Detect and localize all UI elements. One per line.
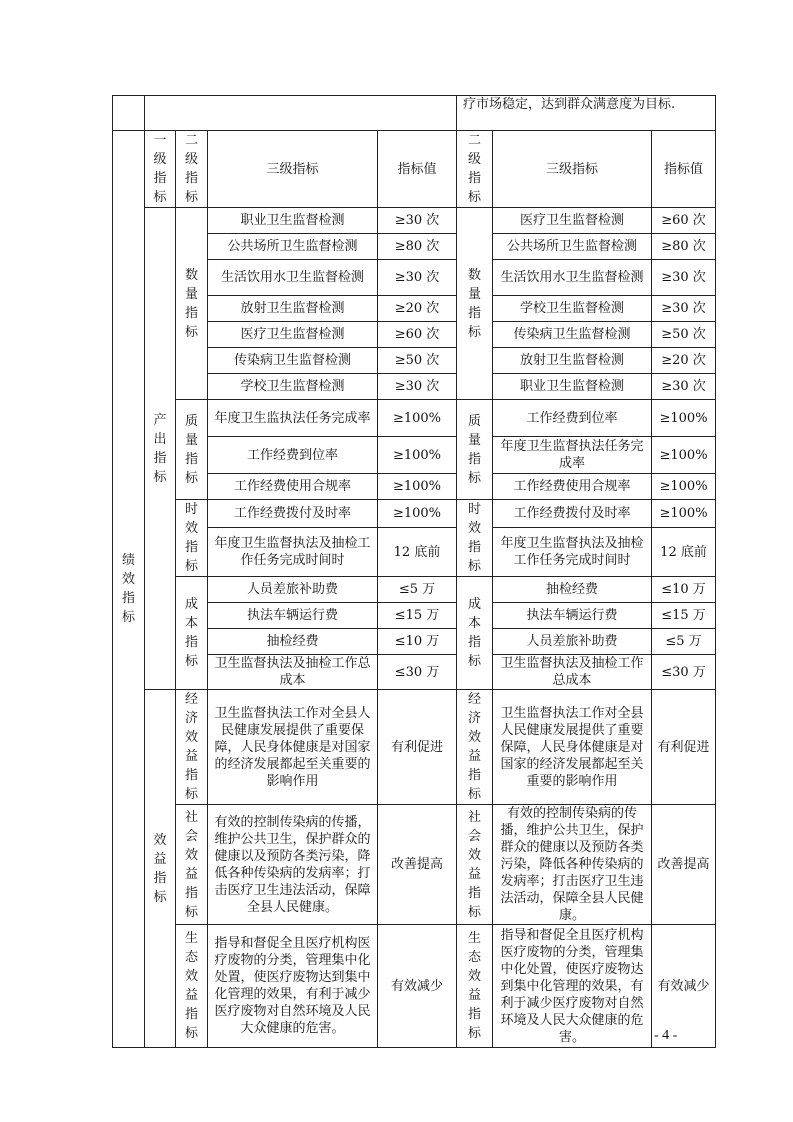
indicator-value-left: ≥100%: [378, 437, 457, 474]
quantity-group-left: 数 量 指 标: [176, 208, 208, 400]
ecological-group-left: 生 态 效 益 指 标: [176, 925, 208, 1048]
header-value-left: 指标值: [378, 131, 457, 208]
timeliness-group-right: 时 效 指 标: [457, 500, 493, 577]
indicator-value-left: ≥50 次: [378, 348, 457, 374]
indicator-name-right: 人员差旅补助费: [493, 629, 652, 655]
header-level3-right: 三级指标: [493, 131, 652, 208]
social-group-left: 社 会 效 益 指 标: [176, 805, 208, 925]
benefit-text-right: 有效的控制传染病的传播，维护公共卫生，保护群众的健康以及预防各类污染，降低各种传染病的发病率；打击医疗卫生违法活动，保障全县人民健康。: [493, 805, 652, 925]
indicator-value-left: ≥100%: [378, 474, 457, 500]
indicator-name-left: 抽检经费: [208, 629, 378, 655]
indicator-name-right: 学校卫生监督检测: [493, 296, 652, 322]
indicator-name-left: 生活饮用水卫生监督检测: [208, 260, 378, 296]
header-level2-left: 二 级 指 标: [176, 131, 208, 208]
social-row: [113, 805, 716, 925]
header-row: [113, 131, 716, 208]
quantity-row: [113, 208, 716, 234]
indicator-name-right: 年度卫生监督执法及抽检工作任务完成时间时: [493, 528, 652, 577]
indicator-value-right: ≥80 次: [652, 234, 716, 260]
indicator-name-left: 公共场所卫生监督检测: [208, 234, 378, 260]
header-level1: 一 级 指 标: [145, 131, 176, 208]
indicator-value-left: ≤10 万: [378, 629, 457, 655]
timeliness-row: [113, 500, 716, 528]
indicator-name-right: 放射卫生监督检测: [493, 348, 652, 374]
indicator-name-left: 卫生监督执法及抽检工作总成本: [208, 655, 378, 690]
indicator-name-left: 医疗卫生监督检测: [208, 322, 378, 348]
benefit-indicator-label: 效 益 指 标: [145, 690, 176, 1048]
economic-row: [113, 690, 716, 805]
cost-group-right: 成 本 指 标: [457, 577, 493, 690]
indicator-name-left: 年度卫生监督执法及抽检工作任务完成时间时: [208, 528, 378, 577]
indicator-name-left: 年度卫生监执法任务完成率: [208, 400, 378, 437]
indicator-value-right: 12 底前: [652, 528, 716, 577]
indicator-name-right: 工作经费到位率: [493, 400, 652, 437]
economic-group-right: 经 济 效 益 指 标: [457, 690, 493, 805]
timeliness-group-left: 时 效 指 标: [176, 500, 208, 577]
cost-row: [113, 577, 716, 603]
performance-table: [112, 95, 716, 1048]
quantity-group-right: 数 量 指 标: [457, 208, 493, 400]
indicator-name-left: 职业卫生监督检测: [208, 208, 378, 234]
indicator-value-right: ≤30 万: [652, 655, 716, 690]
indicator-value-left: ≥80 次: [378, 234, 457, 260]
blank-cell: [145, 96, 457, 131]
benefit-value-right: 改善提高: [652, 805, 716, 925]
indicator-value-left: ≥20 次: [378, 296, 457, 322]
benefit-value-right: 有效减少: [652, 925, 716, 1048]
indicator-value-left: 12 底前: [378, 528, 457, 577]
quality-group-right: 质 量 指 标: [457, 400, 493, 500]
benefit-text-left: 卫生监督执法工作对全县人民健康发展提供了重要保障，人民身体健康是对国家的经济发展都起至关重要的影响作用: [208, 690, 378, 805]
indicator-value-right: ≥100%: [652, 437, 716, 474]
indicator-value-left: ≥30 次: [378, 260, 457, 296]
indicator-name-left: 工作经费到位率: [208, 437, 378, 474]
indicator-name-right: 公共场所卫生监督检测: [493, 234, 652, 260]
indicator-name-right: 职业卫生监督检测: [493, 374, 652, 400]
benefit-value-left: 有利促进: [378, 690, 457, 805]
indicator-value-left: ≥100%: [378, 400, 457, 437]
quality-row: [113, 400, 716, 437]
indicator-value-right: ≥30 次: [652, 296, 716, 322]
indicator-value-right: ≥50 次: [652, 322, 716, 348]
indicator-value-left: ≥30 次: [378, 374, 457, 400]
indicator-name-right: 年度卫生监督执法任务完成率: [493, 437, 652, 474]
blank-cell: [113, 96, 145, 131]
indicator-value-right: ≤5 万: [652, 629, 716, 655]
economic-group-left: 经 济 效 益 指 标: [176, 690, 208, 805]
indicator-name-right: 执法车辆运行费: [493, 603, 652, 629]
indicator-value-right: ≥100%: [652, 500, 716, 528]
benefit-text-left: 有效的控制传染病的传播，维护公共卫生，保护群众的健康以及预防各类污染，降低各种传染病的发病率；打击医疗卫生违法活动，保障全县人民健康。: [208, 805, 378, 925]
header-level2-right: 二 级 指 标: [457, 131, 493, 208]
indicator-value-right: ≤15 万: [652, 603, 716, 629]
benefit-text-left: 指导和督促全且医疗机构医疗废物的分类，管理集中化处置，使医疗废物达到集中化管理的效果，有利于减少医疗废物对自然环境及人民大众健康的危害。: [208, 925, 378, 1048]
indicator-value-left: ≥30 次: [378, 208, 457, 234]
cost-group-left: 成 本 指 标: [176, 577, 208, 690]
indicator-value-left: ≤15 万: [378, 603, 457, 629]
indicator-name-right: 生活饮用水卫生监督检测: [493, 260, 652, 296]
indicator-name-left: 工作经费使用合规率: [208, 474, 378, 500]
output-indicator-label: 产 出 指 标: [145, 208, 176, 690]
ecological-group-right: 生 态 效 益 指 标: [457, 925, 493, 1048]
indicator-value-right: ≥100%: [652, 400, 716, 437]
indicator-name-right: 工作经费拨付及时率: [493, 500, 652, 528]
indicator-name-left: 放射卫生监督检测: [208, 296, 378, 322]
table-body: [113, 96, 716, 1048]
page-number: - 4 -: [654, 1028, 678, 1043]
benefit-text-right: 卫生监督执法工作对全县人民健康发展提供了重要保障，人民身体健康是对国家的经济发展都起至关重要的影响作用: [493, 690, 652, 805]
indicator-name-left: 传染病卫生监督检测: [208, 348, 378, 374]
performance-indicator-label: 绩 效 指 标: [113, 131, 145, 1048]
indicator-name-left: 执法车辆运行费: [208, 603, 378, 629]
header-value-right: 指标值: [652, 131, 716, 208]
indicator-value-right: ≥30 次: [652, 374, 716, 400]
indicator-value-left: ≥60 次: [378, 322, 457, 348]
indicator-value-left: ≤30 万: [378, 655, 457, 690]
benefit-value-left: 改善提高: [378, 805, 457, 925]
indicator-value-right: ≥60 次: [652, 208, 716, 234]
benefit-text-right: 指导和督促全且医疗机构医疗废物的分类，管理集中化处置，使医疗废物达到集中化管理的效果，有利于减少医疗废物对自然环境及人民大众健康的危害。: [493, 925, 652, 1048]
indicator-value-right: ≥20 次: [652, 348, 716, 374]
indicator-name-left: 工作经费拨付及时率: [208, 500, 378, 528]
indicator-name-right: 卫生监督执法及抽检工作总成本: [493, 655, 652, 690]
indicator-value-right: ≥30 次: [652, 260, 716, 296]
indicator-name-right: 工作经费使用合规率: [493, 474, 652, 500]
continuation-row: [113, 96, 716, 131]
ecological-row: [113, 925, 716, 1048]
indicator-value-left: ≤5 万: [378, 577, 457, 603]
social-group-right: 社 会 效 益 指 标: [457, 805, 493, 925]
header-level3-left: 三级指标: [208, 131, 378, 208]
indicator-name-right: 抽检经费: [493, 577, 652, 603]
indicator-value-right: ≤10 万: [652, 577, 716, 603]
indicator-value-left: ≥100%: [378, 500, 457, 528]
indicator-name-right: 传染病卫生监督检测: [493, 322, 652, 348]
benefit-value-right: 有利促进: [652, 690, 716, 805]
indicator-name-left: 人员差旅补助费: [208, 577, 378, 603]
indicator-value-right: ≥100%: [652, 474, 716, 500]
indicator-name-right: 医疗卫生监督检测: [493, 208, 652, 234]
benefit-value-left: 有效减少: [378, 925, 457, 1048]
continuation-text: 疗市场稳定，达到群众满意度为目标.: [457, 96, 716, 131]
indicator-name-left: 学校卫生监督检测: [208, 374, 378, 400]
quality-group-left: 质 量 指 标: [176, 400, 208, 500]
